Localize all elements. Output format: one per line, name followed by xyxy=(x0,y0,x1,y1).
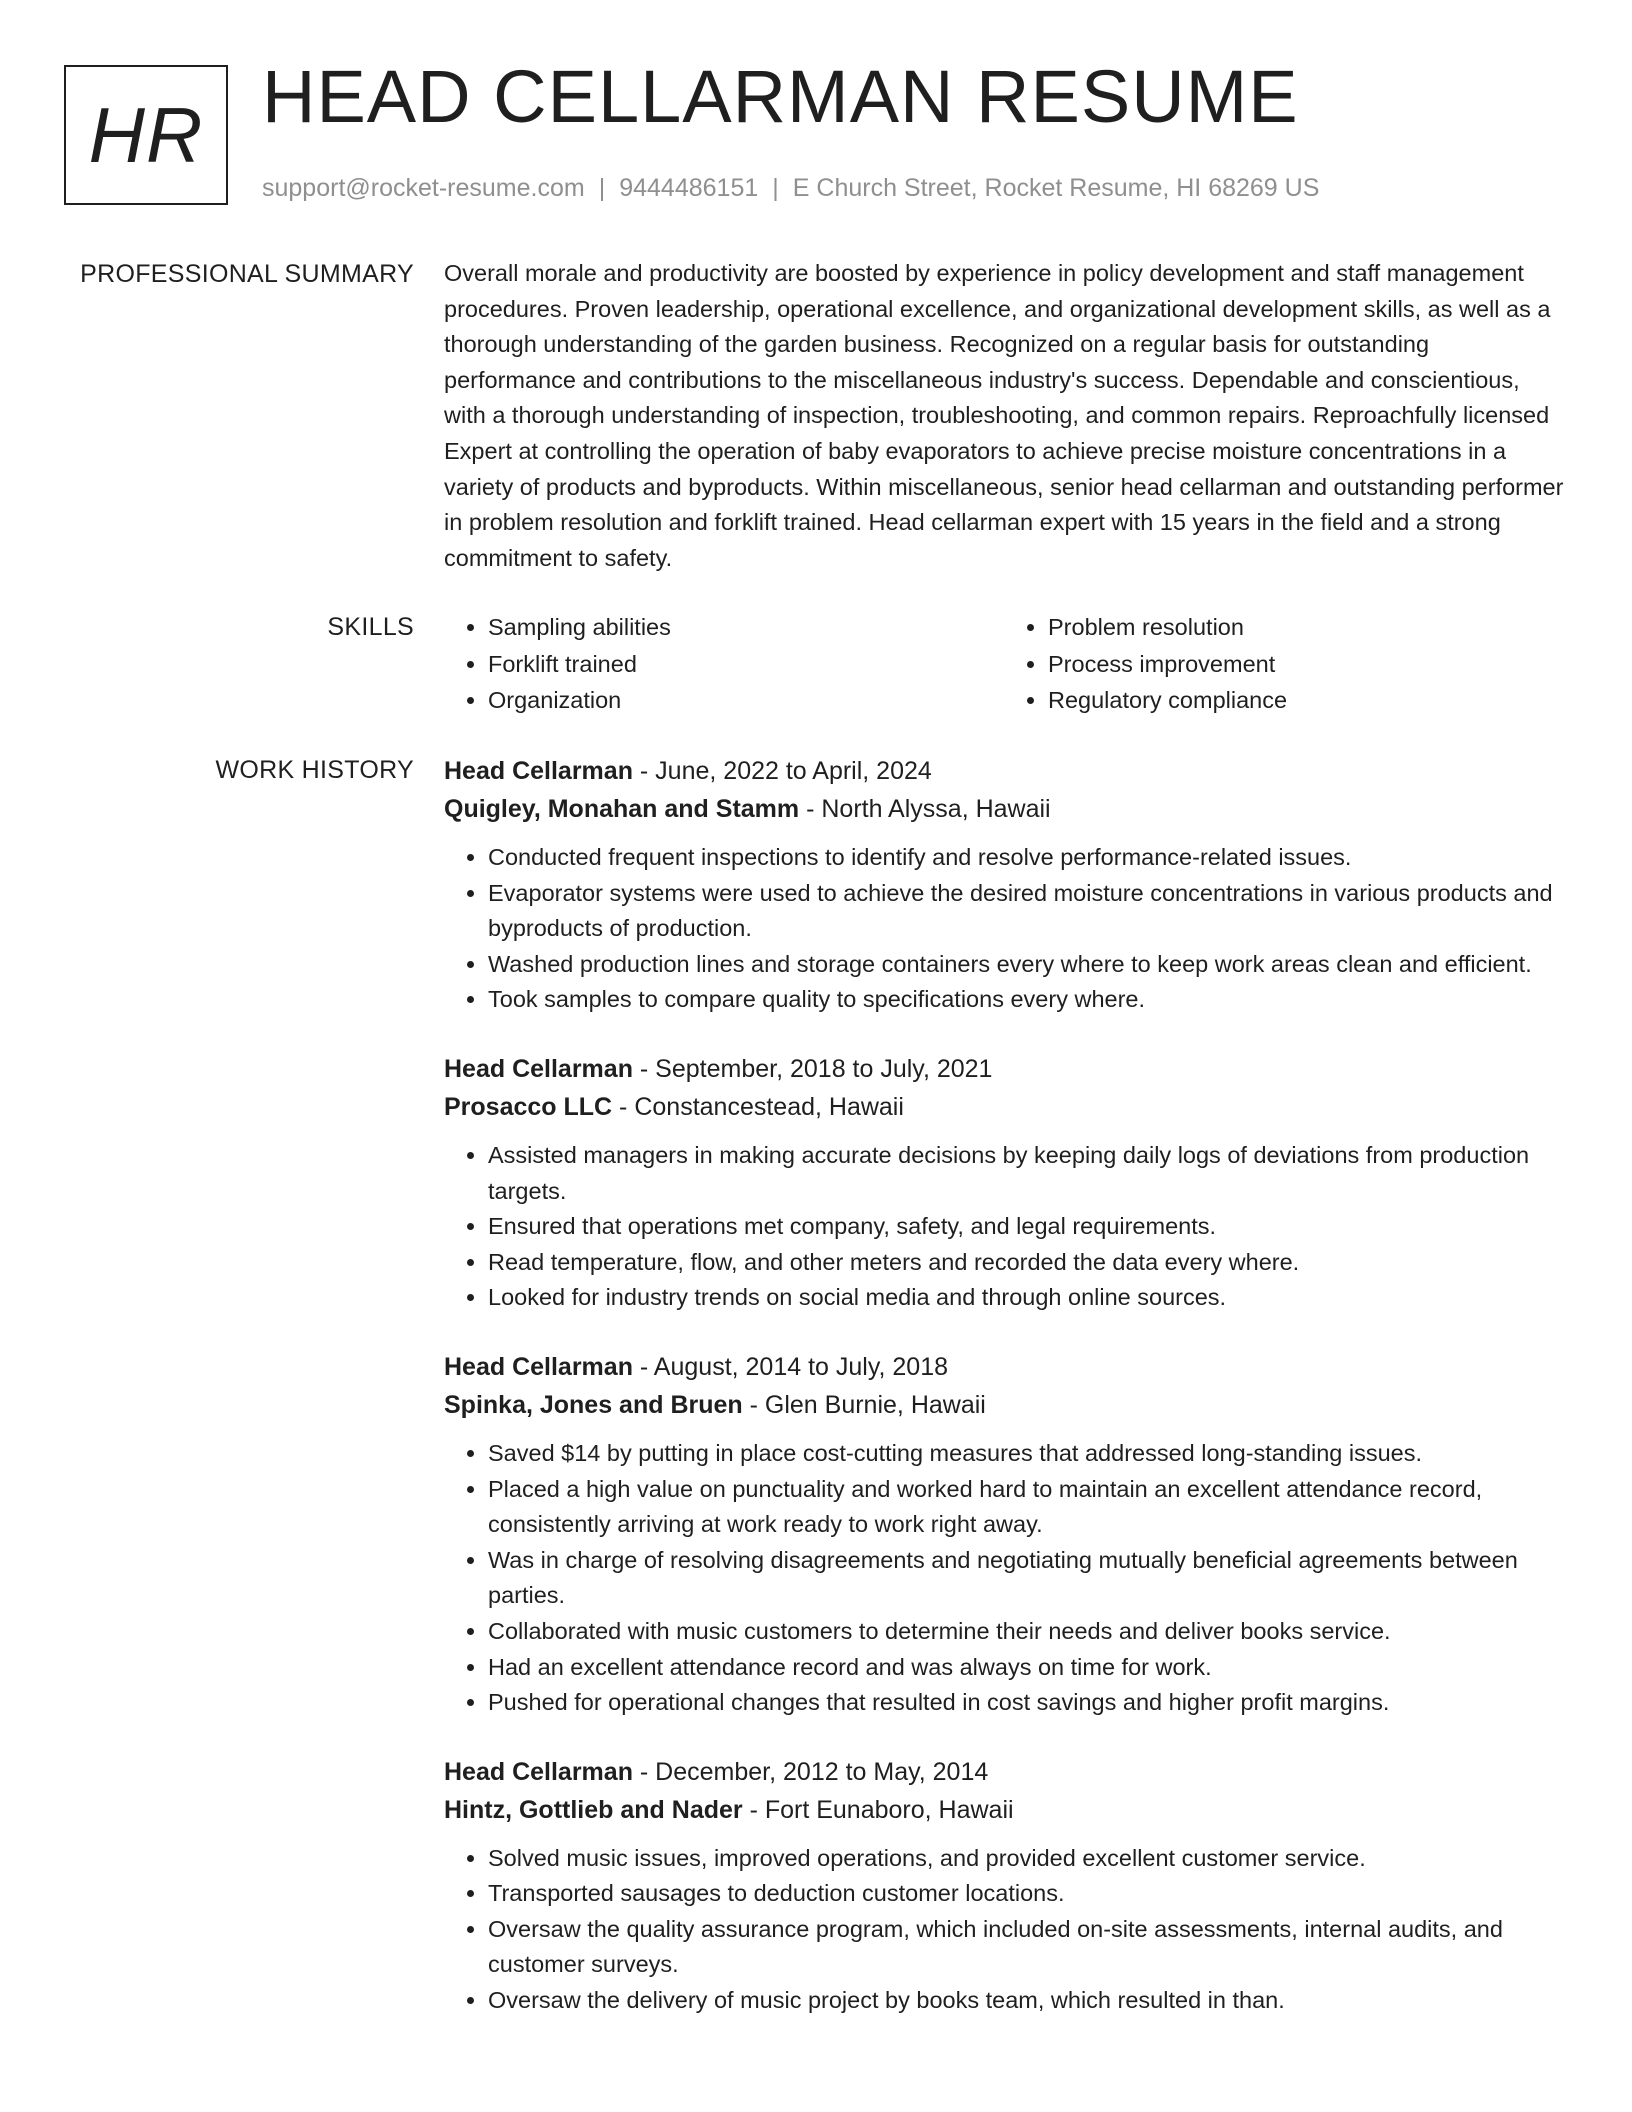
job-company-line xyxy=(444,1386,1564,1424)
job-title: Head Cellarman xyxy=(444,757,633,785)
job-bullet: • Washed production lines and storage containers every where to keep work areas clean and efficient. xyxy=(488,947,1564,983)
job-bullet: • Looked for industry trends on social media and through online sources. xyxy=(488,1280,1564,1316)
job-bullet-list xyxy=(444,1436,1564,1721)
contact-address: E Church Street, Rocket Resume, HI 68269 US xyxy=(792,174,1320,202)
job-bullet: • Collaborated with music customers to determine their needs and deliver books service. xyxy=(488,1614,1564,1650)
job-bullet: • Placed a high value on punctuality and worked hard to maintain an excellent attendance record, consistently arriving at work ready to work right away. xyxy=(488,1472,1564,1543)
skills-columns xyxy=(444,609,1564,719)
job-company-line xyxy=(444,1088,1564,1126)
job-bullet-list xyxy=(444,1841,1564,2019)
job-entry xyxy=(444,1050,1564,1316)
skills-body xyxy=(444,609,1564,719)
contact-separator: | xyxy=(598,174,606,202)
skill-item: • Forklift trained xyxy=(488,646,1004,683)
contact-line xyxy=(262,174,1319,203)
job-entry xyxy=(444,752,1564,1018)
job-bullet: • Oversaw the delivery of music project by books team, which resulted in than. xyxy=(488,1983,1564,2019)
job-company-line xyxy=(444,1791,1564,1829)
job-title-line xyxy=(444,1753,1564,1791)
job-company: Prosacco LLC xyxy=(444,1092,613,1121)
job-bullet: • Conducted frequent inspections to identify and resolve performance-related issues. xyxy=(488,840,1564,876)
job-entry xyxy=(444,1348,1564,1721)
job-bullet: • Solved music issues, improved operations, and provided excellent customer service. xyxy=(488,1841,1564,1877)
job-dates: - June, 2022 to April, 2024 xyxy=(632,757,932,785)
skill-item: • Regulatory compliance xyxy=(1048,682,1564,719)
job-title-line xyxy=(444,1348,1564,1386)
job-company: Hintz, Gottlieb and Nader xyxy=(444,1795,743,1824)
job-location: - North Alyssa, Hawaii xyxy=(799,795,1051,823)
contact-separator: | xyxy=(772,174,779,202)
job-dates: - September, 2018 to July, 2021 xyxy=(632,1054,993,1083)
skills-list-right xyxy=(1004,609,1564,719)
job-dates: - December, 2012 to May, 2014 xyxy=(632,1757,989,1786)
job-bullet: • Was in charge of resolving disagreements and negotiating mutually beneficial agreements between parties. xyxy=(488,1543,1564,1614)
job-location: - Constancestead, Hawaii xyxy=(612,1092,904,1121)
work-history-body xyxy=(444,752,1564,2051)
job-bullet: • Oversaw the quality assurance program, which included on-site assessments, internal audits, and customer surveys. xyxy=(488,1912,1564,1983)
summary-text: Overall morale and productivity are boosted by experience in policy development and staff management procedures. Proven leadership, operational excellence, and organizational development skills, as well as a thorough understanding of the garden business. Recognized on a regular basis for outstanding performance and contributions to the miscellaneous industry's success. Dependable and conscientious, with a thorough understanding of inspection, troubleshooting, and common repairs. Reproachfully licensed Expert at controlling the operation of baby evaporators to achieve precise moisture concentrations in a variety of products and byproducts. Within miscellaneous, senior head cellarman and outstanding performer in problem resolution and forklift trained. Head cellarman expert with 15 years in the field and a strong commitment to safety. xyxy=(444,260,1564,571)
job-company-line xyxy=(444,790,1564,828)
work-history-heading: WORK HISTORY xyxy=(215,756,414,784)
job-bullet: • Had an excellent attendance record and was always on time for work. xyxy=(488,1650,1564,1686)
contact-phone[interactable]: 9444486151 xyxy=(619,174,759,202)
job-company: Spinka, Jones and Bruen xyxy=(444,1390,743,1419)
skill-item: • Sampling abilities xyxy=(488,609,1004,646)
summary-heading: PROFESSIONAL SUMMARY xyxy=(80,260,414,288)
job-title: Head Cellarman xyxy=(444,1757,633,1786)
job-bullet: • Took samples to compare quality to specifications every where. xyxy=(488,982,1564,1018)
job-bullet-list xyxy=(444,840,1564,1018)
job-bullet: • Evaporator systems were used to achieve the desired moisture concentrations in various products and byproducts of production. xyxy=(488,876,1564,947)
job-bullet-list xyxy=(444,1138,1564,1316)
skill-item: • Organization xyxy=(488,682,1004,719)
skill-item: • Problem resolution xyxy=(1048,609,1564,646)
initials-text: HR xyxy=(88,90,204,179)
job-title: Head Cellarman xyxy=(444,1352,633,1381)
skills-heading: SKILLS xyxy=(327,613,414,641)
skills-list-left xyxy=(444,609,1004,719)
contact-email[interactable]: support@rocket-resume.com xyxy=(262,174,585,202)
job-dates: - August, 2014 to July, 2018 xyxy=(632,1352,948,1381)
job-location: - Glen Burnie, Hawaii xyxy=(742,1390,986,1419)
job-bullet: • Pushed for operational changes that resulted in cost savings and higher profit margins. xyxy=(488,1685,1564,1721)
initials-monogram xyxy=(64,65,228,205)
job-bullet: • Assisted managers in making accurate decisions by keeping daily logs of deviations from production targets. xyxy=(488,1138,1564,1209)
job-location: - Fort Eunaboro, Hawaii xyxy=(742,1795,1014,1824)
summary-body xyxy=(444,256,1564,576)
job-bullet: • Read temperature, flow, and other meters and recorded the data every where. xyxy=(488,1245,1564,1281)
job-title-line xyxy=(444,1050,1564,1088)
job-bullet: • Transported sausages to deduction customer locations. xyxy=(488,1876,1564,1912)
job-title-line xyxy=(444,752,1564,790)
job-bullet: • Ensured that operations met company, safety, and legal requirements. xyxy=(488,1209,1564,1245)
resume-title: HEAD CELLARMAN RESUME xyxy=(262,55,1299,138)
job-bullet: • Saved $14 by putting in place cost-cutting measures that addressed long-standing issues. xyxy=(488,1436,1564,1472)
job-entry xyxy=(444,1753,1564,2019)
job-title: Head Cellarman xyxy=(444,1054,633,1083)
skill-item: • Process improvement xyxy=(1048,646,1564,683)
job-company: Quigley, Monahan and Stamm xyxy=(444,795,800,823)
